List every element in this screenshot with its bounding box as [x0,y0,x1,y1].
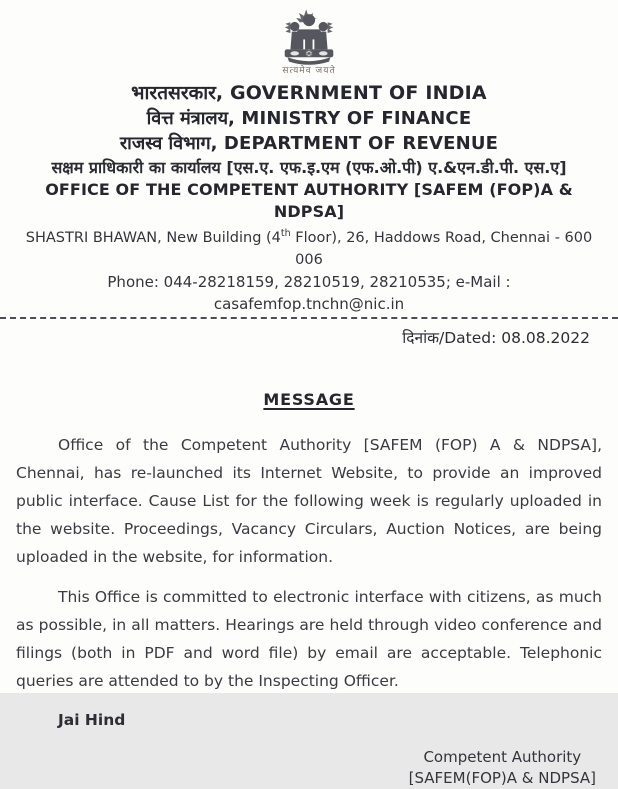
header-line-department [16,131,602,156]
dashed-divider [0,317,618,319]
date-line: दिनांक/Dated: 08.08.2022 [402,328,590,347]
address-part-1: SHASTRI BHAWAN, New Building (4 [25,229,281,246]
header-line-ministry [16,106,602,131]
ministry-english: MINISTRY OF FINANCE [234,108,472,129]
national-emblem [16,8,602,77]
message-paragraph-2: This Office is committed to electronic interface with citizens, as much as possible, in all matters. Hearings are held through video conference and filings (both in PDF and word file) by email are acceptable. Telephonic queries are attended to by the Inspecting Officer. [16,587,602,690]
department-hindi: राजस्व विभाग, [119,133,218,154]
ashoka-lion-capital-icon [265,8,353,68]
office-address [16,223,602,271]
phone-email-line: Phone: 044-28218159, 28210519, 28210535; e-Mail : casafemfop.tnchn@nic.in [107,272,511,313]
message-paragraph-1: Office of the Competent Authority [SAFEM (FOP) A & NDPSA], Chennai, has re-launched its Internet Website, to provide an improved public interface. Cause List for the following week is regularly uploaded in the website. Proceedings, Vacancy Circulars, Auction Notices, are being uploaded in the website, for information. [16,435,602,566]
letterhead [16,8,602,315]
message-heading: MESSAGE [263,389,355,409]
office-name-hindi: सक्षम प्राधिकारी का कार्यालय [एस.ए. एफ.इ.एम (एफ.ओ.पी) ए.&एन.डी.पी. एस.ए] [51,158,567,177]
office-name-english: OFFICE OF THE COMPETENT AUTHORITY [SAFEM (FOP)A & NDPSA] [45,180,573,221]
department-english: DEPARTMENT OF REVENUE [217,133,499,154]
government-hindi: भारतसरकार, [131,82,224,104]
header-line-government [16,80,602,106]
ministry-hindi: वित्त मंत्रालय, [146,108,235,129]
signatory-title: Competent Authority [423,747,582,766]
signature-block [409,747,596,789]
closing-jai-hind: Jai Hind [58,710,126,729]
government-english: GOVERNMENT OF INDIA [223,82,487,104]
signatory-office: [SAFEM(FOP)A & NDPSA] [408,768,596,787]
emblem-motto: सत्यमेव जयते [282,66,336,76]
address-part-2: Floor), 26, Haddows Road, Chennai - 600 006 [290,229,593,268]
address-ordinal-suffix: th [280,228,291,239]
